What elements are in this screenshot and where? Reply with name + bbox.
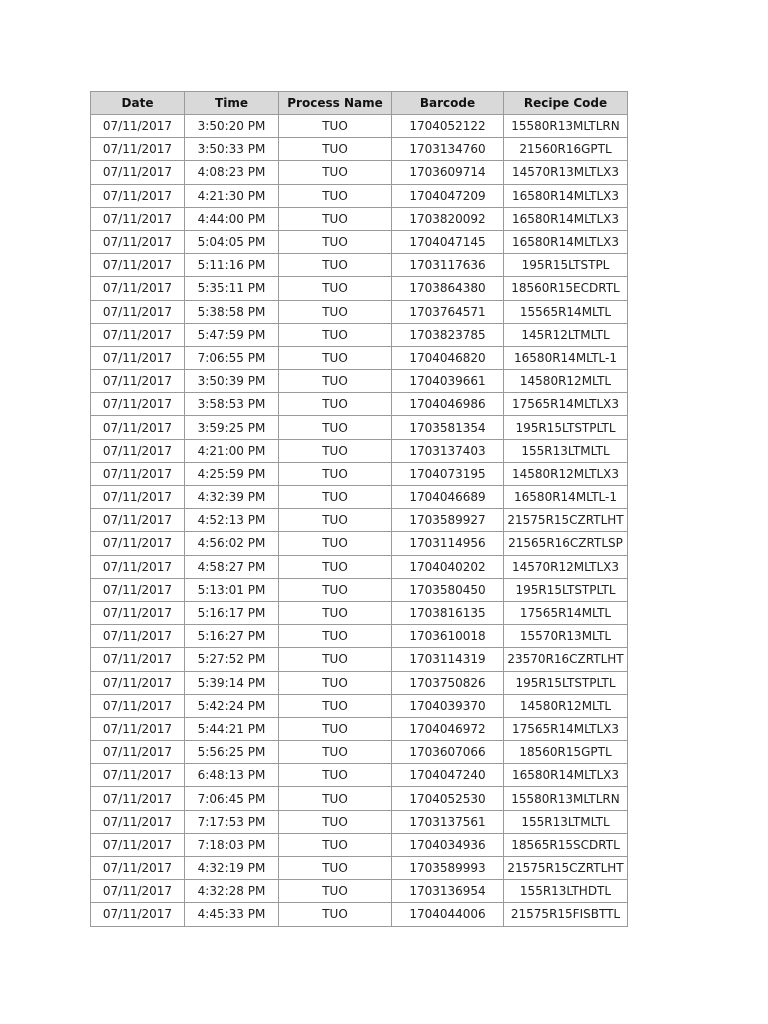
cell-barcode: 1704039370 [392, 694, 504, 717]
cell-date: 07/11/2017 [91, 161, 185, 184]
cell-date: 07/11/2017 [91, 671, 185, 694]
cell-date: 07/11/2017 [91, 230, 185, 253]
cell-time: 7:18:03 PM [185, 833, 279, 856]
cell-process-name: TUO [279, 115, 392, 138]
cell-date: 07/11/2017 [91, 601, 185, 624]
cell-process-name: TUO [279, 601, 392, 624]
table-row [91, 764, 628, 787]
cell-time: 4:32:19 PM [185, 857, 279, 880]
cell-barcode: 1703820092 [392, 207, 504, 230]
cell-time: 4:56:02 PM [185, 532, 279, 555]
cell-recipe-code: 16580R14MLTL-1 [504, 486, 628, 509]
table-header [91, 92, 628, 115]
cell-date: 07/11/2017 [91, 810, 185, 833]
cell-date: 07/11/2017 [91, 578, 185, 601]
table-row [91, 393, 628, 416]
cell-recipe-code: 21575R15CZRTLHT [504, 857, 628, 880]
table-row [91, 138, 628, 161]
table-row [91, 300, 628, 323]
cell-date: 07/11/2017 [91, 857, 185, 880]
cell-process-name: TUO [279, 300, 392, 323]
table-row [91, 346, 628, 369]
cell-recipe-code: 21575R15FISBTTL [504, 903, 628, 926]
cell-process-name: TUO [279, 857, 392, 880]
cell-time: 5:13:01 PM [185, 578, 279, 601]
table-row [91, 717, 628, 740]
cell-recipe-code: 195R15LTSTPLTL [504, 416, 628, 439]
table-row [91, 207, 628, 230]
cell-time: 4:21:30 PM [185, 184, 279, 207]
table-row [91, 416, 628, 439]
cell-process-name: TUO [279, 880, 392, 903]
cell-barcode: 1703609714 [392, 161, 504, 184]
table-row [91, 648, 628, 671]
cell-date: 07/11/2017 [91, 300, 185, 323]
cell-time: 3:50:20 PM [185, 115, 279, 138]
cell-process-name: TUO [279, 161, 392, 184]
cell-time: 7:17:53 PM [185, 810, 279, 833]
cell-time: 4:21:00 PM [185, 439, 279, 462]
table-row [91, 115, 628, 138]
cell-barcode: 1703581354 [392, 416, 504, 439]
cell-barcode: 1704052122 [392, 115, 504, 138]
cell-barcode: 1703137561 [392, 810, 504, 833]
cell-date: 07/11/2017 [91, 764, 185, 787]
cell-process-name: TUO [279, 717, 392, 740]
cell-date: 07/11/2017 [91, 694, 185, 717]
table-row [91, 578, 628, 601]
cell-barcode: 1704052530 [392, 787, 504, 810]
cell-date: 07/11/2017 [91, 277, 185, 300]
cell-barcode: 1703114319 [392, 648, 504, 671]
cell-date: 07/11/2017 [91, 509, 185, 532]
cell-time: 4:52:13 PM [185, 509, 279, 532]
cell-date: 07/11/2017 [91, 416, 185, 439]
cell-barcode: 1704047145 [392, 230, 504, 253]
table-row [91, 532, 628, 555]
table-row [91, 601, 628, 624]
cell-time: 5:11:16 PM [185, 254, 279, 277]
cell-recipe-code: 15580R13MLTLRN [504, 115, 628, 138]
cell-barcode: 1704046972 [392, 717, 504, 740]
table-row [91, 810, 628, 833]
cell-time: 4:45:33 PM [185, 903, 279, 926]
cell-time: 5:38:58 PM [185, 300, 279, 323]
cell-process-name: TUO [279, 393, 392, 416]
cell-recipe-code: 17565R14MLTLX3 [504, 393, 628, 416]
cell-barcode: 1703864380 [392, 277, 504, 300]
cell-barcode: 1703136954 [392, 880, 504, 903]
cell-date: 07/11/2017 [91, 462, 185, 485]
cell-time: 6:48:13 PM [185, 764, 279, 787]
cell-date: 07/11/2017 [91, 787, 185, 810]
cell-process-name: TUO [279, 207, 392, 230]
cell-barcode: 1704040202 [392, 555, 504, 578]
cell-barcode: 1704046689 [392, 486, 504, 509]
cell-date: 07/11/2017 [91, 532, 185, 555]
cell-barcode: 1703589927 [392, 509, 504, 532]
table-row [91, 486, 628, 509]
cell-date: 07/11/2017 [91, 880, 185, 903]
cell-date: 07/11/2017 [91, 833, 185, 856]
table-row [91, 625, 628, 648]
cell-date: 07/11/2017 [91, 555, 185, 578]
cell-time: 4:25:59 PM [185, 462, 279, 485]
cell-barcode: 1704044006 [392, 903, 504, 926]
cell-recipe-code: 15570R13MLTL [504, 625, 628, 648]
cell-recipe-code: 195R15LTSTPL [504, 254, 628, 277]
cell-recipe-code: 14580R12MLTLX3 [504, 462, 628, 485]
table-row [91, 880, 628, 903]
cell-process-name: TUO [279, 833, 392, 856]
cell-date: 07/11/2017 [91, 184, 185, 207]
table-row [91, 833, 628, 856]
cell-barcode: 1703589993 [392, 857, 504, 880]
cell-barcode: 1703137403 [392, 439, 504, 462]
process-log-table [90, 91, 628, 927]
cell-process-name: TUO [279, 277, 392, 300]
cell-process-name: TUO [279, 323, 392, 346]
table-row [91, 230, 628, 253]
cell-barcode: 1704039661 [392, 370, 504, 393]
cell-date: 07/11/2017 [91, 115, 185, 138]
cell-process-name: TUO [279, 486, 392, 509]
cell-date: 07/11/2017 [91, 717, 185, 740]
cell-recipe-code: 155R13LTHDTL [504, 880, 628, 903]
table-row [91, 671, 628, 694]
cell-recipe-code: 14570R13MLTLX3 [504, 161, 628, 184]
cell-time: 5:04:05 PM [185, 230, 279, 253]
table-row [91, 787, 628, 810]
cell-date: 07/11/2017 [91, 486, 185, 509]
cell-date: 07/11/2017 [91, 370, 185, 393]
cell-date: 07/11/2017 [91, 323, 185, 346]
cell-recipe-code: 155R13LTMLTL [504, 810, 628, 833]
cell-barcode: 1703750826 [392, 671, 504, 694]
cell-recipe-code: 195R15LTSTPLTL [504, 578, 628, 601]
cell-recipe-code: 195R15LTSTPLTL [504, 671, 628, 694]
cell-date: 07/11/2017 [91, 903, 185, 926]
cell-recipe-code: 16580R14MLTL-1 [504, 346, 628, 369]
cell-process-name: TUO [279, 648, 392, 671]
table-row [91, 277, 628, 300]
table-row [91, 741, 628, 764]
cell-process-name: TUO [279, 625, 392, 648]
cell-date: 07/11/2017 [91, 625, 185, 648]
table-row [91, 161, 628, 184]
cell-barcode: 1704046986 [392, 393, 504, 416]
cell-time: 4:32:39 PM [185, 486, 279, 509]
cell-recipe-code: 14580R12MLTL [504, 694, 628, 717]
cell-time: 4:58:27 PM [185, 555, 279, 578]
cell-date: 07/11/2017 [91, 138, 185, 161]
cell-process-name: TUO [279, 230, 392, 253]
cell-recipe-code: 14570R12MLTLX3 [504, 555, 628, 578]
cell-time: 4:08:23 PM [185, 161, 279, 184]
cell-process-name: TUO [279, 578, 392, 601]
table-row [91, 694, 628, 717]
cell-time: 4:32:28 PM [185, 880, 279, 903]
cell-recipe-code: 18560R15GPTL [504, 741, 628, 764]
cell-time: 7:06:55 PM [185, 346, 279, 369]
table-row [91, 857, 628, 880]
table-row [91, 462, 628, 485]
table-row [91, 184, 628, 207]
cell-process-name: TUO [279, 509, 392, 532]
table-body [91, 115, 628, 927]
cell-process-name: TUO [279, 764, 392, 787]
cell-process-name: TUO [279, 810, 392, 833]
cell-barcode: 1704034936 [392, 833, 504, 856]
cell-date: 07/11/2017 [91, 346, 185, 369]
cell-recipe-code: 15565R14MLTL [504, 300, 628, 323]
cell-time: 5:16:27 PM [185, 625, 279, 648]
cell-date: 07/11/2017 [91, 207, 185, 230]
table-row [91, 509, 628, 532]
cell-time: 3:59:25 PM [185, 416, 279, 439]
table-row [91, 903, 628, 926]
cell-recipe-code: 23570R16CZRTLHT [504, 648, 628, 671]
cell-time: 5:16:17 PM [185, 601, 279, 624]
cell-process-name: TUO [279, 439, 392, 462]
cell-recipe-code: 15580R13MLTLRN [504, 787, 628, 810]
cell-recipe-code: 14580R12MLTL [504, 370, 628, 393]
cell-time: 7:06:45 PM [185, 787, 279, 810]
table-row [91, 439, 628, 462]
cell-barcode: 1703117636 [392, 254, 504, 277]
cell-time: 5:39:14 PM [185, 671, 279, 694]
cell-recipe-code: 18565R15SCDRTL [504, 833, 628, 856]
cell-process-name: TUO [279, 254, 392, 277]
cell-date: 07/11/2017 [91, 741, 185, 764]
cell-process-name: TUO [279, 462, 392, 485]
cell-process-name: TUO [279, 138, 392, 161]
header-time: Time [185, 92, 279, 115]
cell-process-name: TUO [279, 370, 392, 393]
cell-process-name: TUO [279, 184, 392, 207]
cell-recipe-code: 16580R14MLTLX3 [504, 764, 628, 787]
cell-recipe-code: 17565R14MLTL [504, 601, 628, 624]
cell-recipe-code: 155R13LTMLTL [504, 439, 628, 462]
cell-recipe-code: 18560R15ECDRTL [504, 277, 628, 300]
cell-time: 4:44:00 PM [185, 207, 279, 230]
header-process-name: Process Name [279, 92, 392, 115]
cell-recipe-code: 16580R14MLTLX3 [504, 207, 628, 230]
cell-time: 3:58:53 PM [185, 393, 279, 416]
cell-time: 3:50:33 PM [185, 138, 279, 161]
cell-time: 5:35:11 PM [185, 277, 279, 300]
table-row [91, 323, 628, 346]
table-row [91, 555, 628, 578]
cell-time: 5:56:25 PM [185, 741, 279, 764]
cell-time: 5:47:59 PM [185, 323, 279, 346]
cell-barcode: 1704047240 [392, 764, 504, 787]
cell-process-name: TUO [279, 532, 392, 555]
cell-recipe-code: 16580R14MLTLX3 [504, 184, 628, 207]
cell-barcode: 1704073195 [392, 462, 504, 485]
header-barcode: Barcode [392, 92, 504, 115]
cell-time: 5:42:24 PM [185, 694, 279, 717]
cell-barcode: 1703134760 [392, 138, 504, 161]
cell-barcode: 1703823785 [392, 323, 504, 346]
cell-process-name: TUO [279, 555, 392, 578]
cell-barcode: 1703610018 [392, 625, 504, 648]
cell-time: 5:44:21 PM [185, 717, 279, 740]
cell-time: 3:50:39 PM [185, 370, 279, 393]
cell-recipe-code: 21560R16GPTL [504, 138, 628, 161]
cell-barcode: 1703816135 [392, 601, 504, 624]
table-row [91, 370, 628, 393]
cell-recipe-code: 21575R15CZRTLHT [504, 509, 628, 532]
cell-recipe-code: 145R12LTMLTL [504, 323, 628, 346]
cell-barcode: 1703764571 [392, 300, 504, 323]
cell-process-name: TUO [279, 416, 392, 439]
header-date: Date [91, 92, 185, 115]
cell-recipe-code: 17565R14MLTLX3 [504, 717, 628, 740]
cell-time: 5:27:52 PM [185, 648, 279, 671]
cell-date: 07/11/2017 [91, 648, 185, 671]
cell-barcode: 1704047209 [392, 184, 504, 207]
cell-barcode: 1703114956 [392, 532, 504, 555]
cell-process-name: TUO [279, 346, 392, 369]
cell-barcode: 1703607066 [392, 741, 504, 764]
cell-process-name: TUO [279, 694, 392, 717]
header-recipe-code: Recipe Code [504, 92, 628, 115]
header-row [91, 92, 628, 115]
cell-process-name: TUO [279, 787, 392, 810]
cell-date: 07/11/2017 [91, 439, 185, 462]
cell-barcode: 1703580450 [392, 578, 504, 601]
cell-process-name: TUO [279, 903, 392, 926]
cell-process-name: TUO [279, 741, 392, 764]
cell-barcode: 1704046820 [392, 346, 504, 369]
cell-date: 07/11/2017 [91, 254, 185, 277]
cell-recipe-code: 21565R16CZRTLSP [504, 532, 628, 555]
cell-process-name: TUO [279, 671, 392, 694]
cell-date: 07/11/2017 [91, 393, 185, 416]
table-row [91, 254, 628, 277]
cell-recipe-code: 16580R14MLTLX3 [504, 230, 628, 253]
